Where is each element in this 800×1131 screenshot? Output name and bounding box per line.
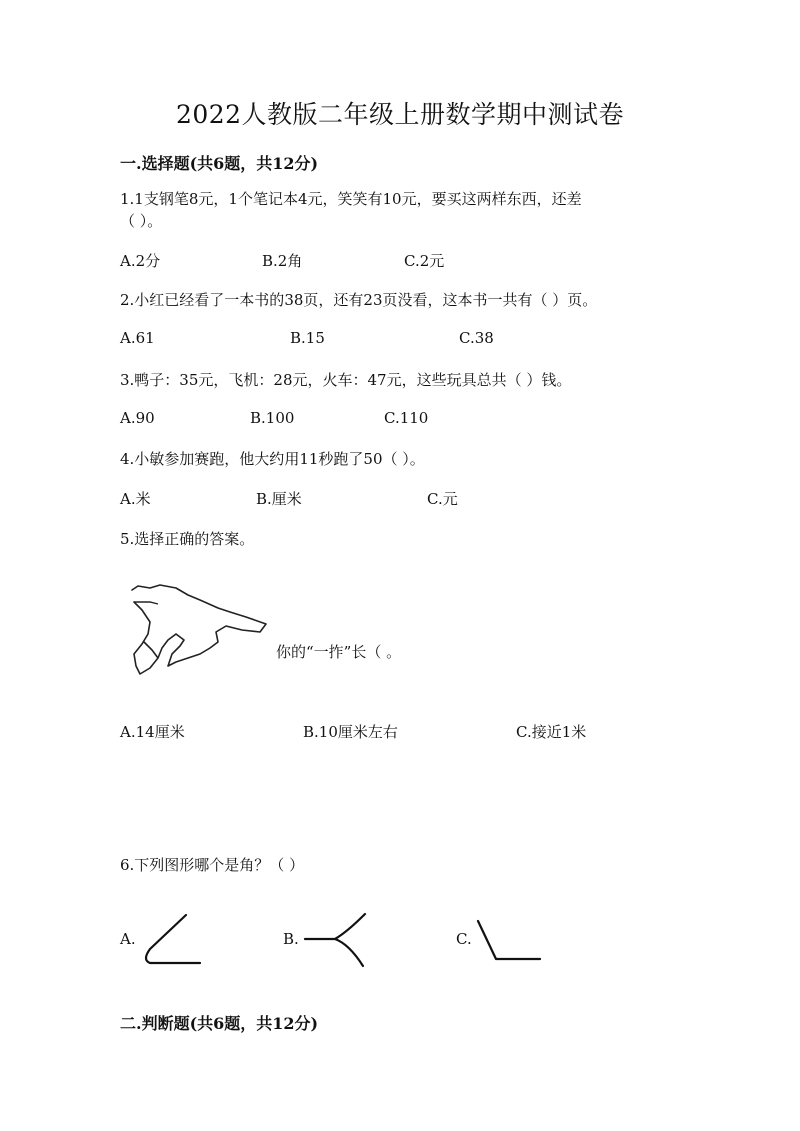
section-heading-true-false: 二.判断题(共6题，共12分): [120, 1014, 319, 1033]
question-6-text: 6.下列图形哪个是角？（ ）: [120, 856, 305, 874]
figure-b-curved-lines: [303, 910, 373, 970]
question-6-option-b: B.: [283, 930, 299, 948]
question-2-option-a: A.61: [120, 329, 155, 347]
question-3-option-b: B.100: [250, 409, 295, 427]
question-1-option-a: A.2分: [120, 252, 161, 270]
question-2-option-c: C.38: [459, 329, 494, 347]
question-1-text: 1.1支钢笔8元，1个笔记本4元，笑笑有10元，要买这两样东西，还差: [120, 190, 582, 208]
question-2-option-b: B.15: [290, 329, 325, 347]
question-3-option-a: A.90: [120, 409, 155, 427]
question-1-text-cont: （ ）。: [120, 212, 163, 230]
question-1-option-c: C.2元: [404, 252, 445, 270]
question-1-option-b: B.2角: [262, 252, 303, 270]
question-6-option-a: A.: [120, 930, 136, 948]
question-5-option-c: C.接近1米: [516, 723, 587, 741]
figure-a-curved-angle: [140, 912, 205, 967]
question-5-text: 5.选择正确的答案。: [120, 530, 255, 548]
question-6-option-c: C.: [456, 930, 472, 948]
hand-span-illustration: [128, 582, 273, 677]
section-heading-choice: 一.选择题(共6题，共12分): [120, 154, 319, 173]
question-4-option-b: B.厘米: [256, 490, 302, 508]
question-4-option-a: A.米: [120, 490, 151, 508]
question-4-option-c: C.元: [427, 490, 458, 508]
figure-c-angle: [474, 918, 546, 966]
question-5-caption: 你的“一拃”长（ 。: [276, 643, 402, 661]
question-2-text: 2.小红已经看了一本书的38页，还有23页没看，这本书一共有（ ）页。: [120, 291, 598, 309]
question-5-option-a: A.14厘米: [120, 723, 185, 741]
question-4-text: 4.小敏参加赛跑，他大约用11秒跑了50（ ）。: [120, 450, 425, 468]
page-title: 2022人教版二年级上册数学期中测试卷: [175, 100, 625, 129]
question-3-text: 3.鸭子：35元，飞机：28元，火车：47元，这些玩具总共（ ）钱。: [120, 371, 572, 389]
question-3-option-c: C.110: [384, 409, 429, 427]
question-5-option-b: B.10厘米左右: [303, 723, 398, 741]
